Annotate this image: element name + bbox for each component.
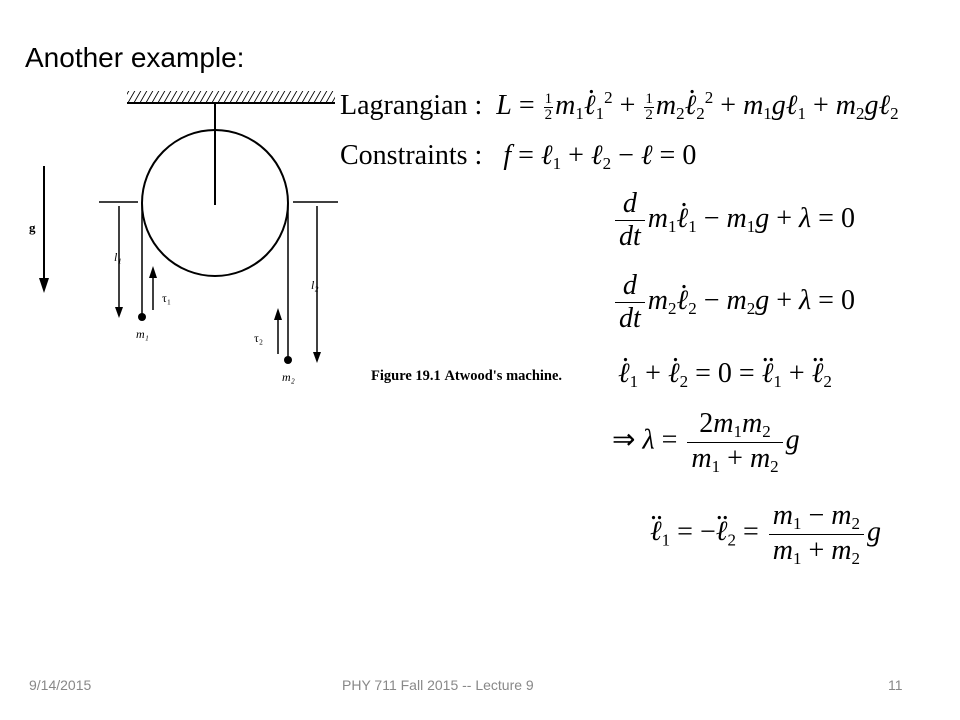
figure-caption bbox=[371, 368, 562, 385]
label-tau1: τ₁ bbox=[162, 291, 172, 305]
ceiling bbox=[127, 91, 335, 103]
atwood-machine-figure bbox=[28, 88, 358, 398]
tension-1-arrow bbox=[149, 266, 157, 310]
label-m2: m₂ bbox=[282, 370, 295, 384]
label-m1: m₁ bbox=[136, 327, 149, 341]
equation-of-motion-1: $\frac{d}{dt}$ $m_1$. ℓ$_1$ − $m_1g + \lambda = 0$ bbox=[612, 188, 855, 253]
lagrangian-label: Lagrangian : bbox=[340, 90, 483, 121]
label-l1: l₁ bbox=[114, 250, 122, 264]
lambda-result-equation: ⇒ λ = $\frac{2m_1m_2}{m_1 + m_2}$ g bbox=[612, 408, 800, 476]
figure-caption-text: Atwood's machine. bbox=[444, 368, 563, 384]
mass-2 bbox=[284, 356, 292, 364]
gravity-arrow bbox=[39, 166, 49, 293]
figure-caption-label: Figure 19.1 bbox=[371, 368, 441, 384]
label-g: g bbox=[29, 220, 36, 235]
equation-of-motion-2: $\frac{d}{dt}$ $m_2$. ℓ$_2$ − $m_2g + \lambda = 0$ bbox=[612, 270, 855, 335]
lagrangian-equation: Lagrangian : L = $\frac{1}{2}$ $m_1$. ℓ$_1^2$ + $\frac{1}{2}$ $m_2$. ℓ$_2^2$ + $m_1g\ell_1$ + $m_2g\ell_2$ bbox=[340, 88, 899, 124]
constraint-derivative-equation: . ℓ$_1$ + . ℓ$_2$ = 0 = .. ℓ$_1$ + .. ℓ$_2$ bbox=[618, 358, 832, 392]
footer-course: PHY 711 Fall 2015 -- Lecture 9 bbox=[342, 677, 534, 693]
mass-1 bbox=[138, 313, 146, 321]
label-tau2: τ₂ bbox=[254, 331, 264, 345]
footer-date: 9/14/2015 bbox=[29, 677, 92, 693]
label-l2: l₂ bbox=[311, 278, 319, 292]
slide-title: Another example: bbox=[25, 42, 245, 73]
acceleration-result-equation: .. ℓ$_1$ = −.. ℓ$_2$ = $\frac{m_1 - m_2}{m_1 + m_2}$ g bbox=[650, 500, 881, 568]
constraints-label: Constraints : bbox=[340, 140, 483, 171]
constraints-equation: Constraints : f = ℓ$_1$ + ℓ$_2$ − ℓ = 0 bbox=[340, 140, 697, 173]
tension-2-arrow bbox=[274, 308, 282, 354]
footer-page-number: 11 bbox=[888, 677, 903, 693]
